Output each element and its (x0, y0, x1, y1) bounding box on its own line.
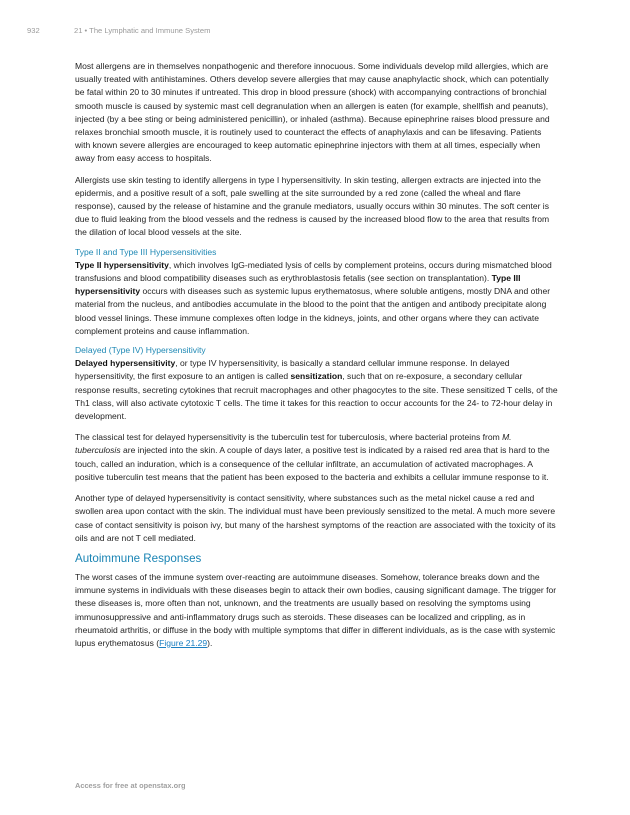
paragraph-anaphylaxis: Most allergens are in themselves nonpathogenic and therefore innocuous. Some individuals develop mild allergies, which are usually treated with antihistamines. Others develop severe allergies that may cause anaphylactic shock, which can potentially be fatal within 20 to 30 minutes if untreated. This drop in blood pressure (shock) with accompanying contractions of bronchial smooth muscle is caused by systemic mast cell degranulation when an allergen is eaten (for example, shellfish and peanuts), injected (by a bee sting or being administered penicillin), or inhaled (asthma). Because epinephrine raises blood pressure and relaxes bronchial smooth muscle, it is routinely used to counteract the effects of anaphylaxis and can be lifesaving. Patients with known severe allergies are encouraged to keep automatic epinephrine injectors with them at all times, especially when away from easy access to hospitals. (75, 61, 550, 164)
term-type-ii: Type II hypersensitivity (75, 259, 169, 270)
paragraph-tuberculin-test: The classical test for delayed hypersensitivity is the tuberculin test for tuberculosis, where bacterial proteins from M. tuberculosis are injected into the skin. A couple of days later, a positive test is indicated by a raised red area that is hard to the touch, called an induration, which is a consequence of the cellular infiltrate, an accumulation of activated macrophages. A positive tuberculin test means that the patient has been exposed to the bacteria and exhibits a cellular immune response to it. (75, 432, 550, 482)
heading-type-ii-iii: Type II and Type III Hypersensitivities (75, 246, 217, 257)
organism-name: M. tuberculosis (75, 432, 512, 456)
paragraph-autoimmune: The worst cases of the immune system over-reacting are autoimmune diseases. Somehow, tolerance breaks down and the immune systems in individuals with these diseases begin to attack their own bodies, causing significant damage. The trigger for these diseases is, more often than not, unknown, and the treatments are usually based on resolving the symptoms using immunosuppressive and anti-inflammatory drugs such as steroids. These diseases can be localized and crippling, as in rheumatoid arthritis, or diffuse in the body with multiple symptoms that differ in different individuals, as is the case with systemic lupus erythematosus (Figure 21.29). (75, 571, 557, 648)
term-sensitization: sensitization (290, 371, 343, 382)
footer-access-note: Access for free at openstax.org (75, 781, 186, 790)
term-delayed-hypersensitivity: Delayed hypersensitivity (75, 358, 176, 369)
page-number: 932 (27, 26, 40, 35)
paragraph-contact-sensitivity: Another type of delayed hypersensitivity is contact sensitivity, where substances such as the metal nickel cause a red and swollen area upon contact with the skin. The individual must have been previously sensitized to the metal. A much more severe case of contact sensitivity is poison ivy, but many of the harshest symptoms of the reaction are associated with the toxicity of its oils and are not T cell mediated. (75, 493, 556, 543)
chapter-title: 21 • The Lymphatic and Immune System (74, 26, 211, 35)
running-header (27, 26, 210, 35)
paragraph-delayed-hypersensitivity: Delayed hypersensitivity, or type IV hypersensitivity, is basically a standard cellular immune response. In delayed hypersensitivity, the first exposure to an antigen is called sensitization, such that on re-exposure, a secondary cellular response results, secreting cytokines that recruit macrophages and other phagocytes to the site. These sensitized T cells, of the Th1 class, will also activate cytotoxic T cells. The time it takes for this reaction to occur accounts for the 24- to 72-hour delay in development. (75, 358, 558, 422)
paragraph-skin-testing: Allergists use skin testing to identify allergens in type I hypersensitivity. In skin testing, allergen extracts are injected into the epidermis, and a positive result of a soft, pale swelling at the site surrounded by a red zone (called the wheal and flare response), caused by the release of histamine and the granule mediators, usually occurs within 30 minutes. The soft center is due to fluid leaking from the blood vessels and the redness is caused by the increased blood flow to the area that results from the dilation of local blood vessels at the site. (75, 174, 550, 238)
heading-type-iv: Delayed (Type IV) Hypersensitivity (75, 345, 206, 356)
figure-link[interactable]: Figure 21.29 (159, 637, 208, 648)
paragraph-type-ii-iii: Type II hypersensitivity, which involves IgG-mediated lysis of cells by complement proteins, occurs during mismatched blood transfusions and blood compatibility diseases such as erythroblastosis fetalis (see section on transplantation). Type III hypersensitivity occurs with diseases such as systemic lupus erythematosus, where soluble antigens, mostly DNA and other material from the nucleus, and antibodies accumulate in the blood to the point that the antigen and antibody precipitate along blood vessel linings. These immune complexes often lodge in the kidneys, joints, and other organs where they can activate complement proteins and cause inflammation. (75, 259, 552, 336)
term-type-iii: Type III hypersensitivity (75, 273, 521, 297)
page-body (75, 60, 558, 658)
heading-autoimmune: Autoimmune Responses (75, 551, 202, 565)
